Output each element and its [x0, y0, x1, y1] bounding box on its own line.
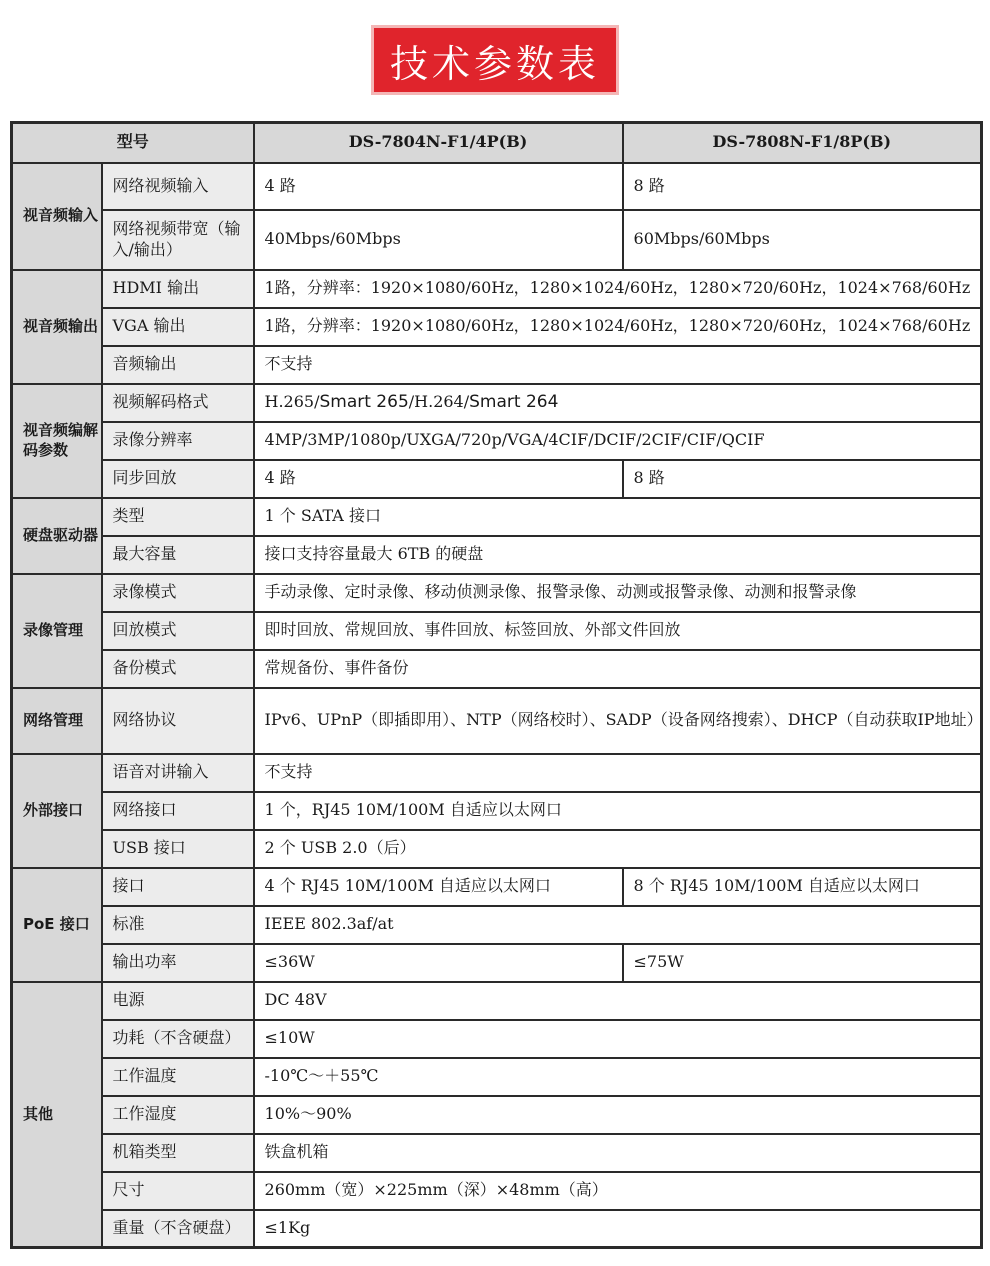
row-label: 备份模式	[102, 650, 254, 688]
cell-value: IEEE 802.3af/at	[254, 906, 982, 944]
codec-h265: H.265/	[264, 392, 320, 412]
cell-value: 4 个 RJ45 10M/100M 自适应以太网口	[254, 868, 623, 906]
cell-value: 铁盒机箱	[254, 1134, 982, 1172]
row-label: 音频输出	[102, 346, 254, 384]
cell-value: ≤36W	[254, 944, 623, 982]
cell-value: 2 个 USB 2.0（后）	[254, 830, 982, 868]
cell-value: ≤1Kg	[254, 1210, 982, 1248]
table-row	[12, 308, 982, 346]
table-row	[12, 536, 982, 574]
cell-value: 1路，分辨率：1920×1080/60Hz，1280×1024/60Hz，1280×720/60Hz，1024×768/60Hz	[254, 308, 982, 346]
cell-value: 4MP/3MP/1080p/UXGA/720p/VGA/4CIF/DCIF/2CIF/CIF/QCIF	[254, 422, 982, 460]
row-label: 标准	[102, 906, 254, 944]
section-label: 外部接口	[12, 754, 102, 868]
table-row	[12, 1172, 982, 1210]
row-label: 尺寸	[102, 1172, 254, 1210]
cell-value: 手动录像、定时录像、移动侦测录像、报警录像、动测或报警录像、动测和报警录像	[254, 574, 982, 612]
row-label: USB 接口	[102, 830, 254, 868]
row-label: 视频解码格式	[102, 384, 254, 422]
cell-value	[254, 384, 982, 422]
row-label: 功耗（不含硬盘）	[102, 1020, 254, 1058]
row-label: 录像模式	[102, 574, 254, 612]
table-row	[12, 270, 982, 308]
cell-value: ≤75W	[623, 944, 982, 982]
table-row	[12, 650, 982, 688]
cell-value: 接口支持容量最大 6TB 的硬盘	[254, 536, 982, 574]
row-label: 工作温度	[102, 1058, 254, 1096]
section-label: PoE 接口	[12, 868, 102, 982]
cell-value: 4 路	[254, 460, 623, 498]
table-row	[12, 792, 982, 830]
row-label: 录像分辨率	[102, 422, 254, 460]
table-row	[12, 163, 982, 210]
cell-value: 1 个，RJ45 10M/100M 自适应以太网口	[254, 792, 982, 830]
row-label: 网络接口	[102, 792, 254, 830]
section-label: 录像管理	[12, 574, 102, 688]
codec-smart264: Smart 264	[469, 392, 559, 413]
cell-value: 8 路	[623, 163, 982, 210]
codec-h264: /H.264/	[408, 392, 470, 412]
title-banner	[374, 28, 616, 92]
table-header-row	[12, 123, 982, 163]
table-row	[12, 422, 982, 460]
table-row	[12, 498, 982, 536]
table-row	[12, 1058, 982, 1096]
table-row	[12, 982, 982, 1020]
row-label: 重量（不含硬盘）	[102, 1210, 254, 1248]
row-label: 同步回放	[102, 460, 254, 498]
row-label: 回放模式	[102, 612, 254, 650]
table-row	[12, 754, 982, 792]
cell-value: IPv6、UPnP（即插即用）、NTP（网络校时）、SADP（设备网络搜索）、DHCP（自动获取IP地址）	[254, 688, 982, 754]
cell-value: 即时回放、常规回放、事件回放、标签回放、外部文件回放	[254, 612, 982, 650]
model-label: 型号	[12, 123, 254, 163]
codec-smart265: Smart 265	[319, 392, 409, 413]
section-label: 网络管理	[12, 688, 102, 754]
section-label: 视音频编解码参数	[12, 384, 102, 498]
cell-value: 1 个 SATA 接口	[254, 498, 982, 536]
table-row	[12, 1210, 982, 1248]
section-label: 视音频输入	[12, 163, 102, 270]
row-label: 工作湿度	[102, 1096, 254, 1134]
table-row	[12, 612, 982, 650]
table-row	[12, 574, 982, 612]
page-title: 技术参数表	[389, 41, 600, 86]
cell-value: 1路，分辨率：1920×1080/60Hz，1280×1024/60Hz，1280×720/60Hz，1024×768/60Hz	[254, 270, 982, 308]
table-row	[12, 384, 982, 422]
table-row	[12, 830, 982, 868]
spec-table	[10, 121, 983, 1249]
table-row	[12, 906, 982, 944]
row-label: 类型	[102, 498, 254, 536]
model-a: DS-7804N-F1/4P(B)	[254, 123, 623, 163]
row-label: VGA 输出	[102, 308, 254, 346]
model-b: DS-7808N-F1/8P(B)	[623, 123, 982, 163]
section-label: 硬盘驱动器	[12, 498, 102, 574]
row-label: 网络视频输入	[102, 163, 254, 210]
cell-value: 40Mbps/60Mbps	[254, 210, 623, 270]
table-row	[12, 868, 982, 906]
row-label: 机箱类型	[102, 1134, 254, 1172]
table-row	[12, 1134, 982, 1172]
cell-value: DC 48V	[254, 982, 982, 1020]
section-label: 视音频输出	[12, 270, 102, 384]
row-label: 网络视频带宽（输入/输出）	[102, 210, 254, 270]
cell-value: 常规备份、事件备份	[254, 650, 982, 688]
row-label: HDMI 输出	[102, 270, 254, 308]
table-row	[12, 1096, 982, 1134]
table-row	[12, 944, 982, 982]
table-row	[12, 1020, 982, 1058]
row-label: 网络协议	[102, 688, 254, 754]
row-label: 电源	[102, 982, 254, 1020]
cell-value: 不支持	[254, 754, 982, 792]
row-label: 接口	[102, 868, 254, 906]
cell-value: 60Mbps/60Mbps	[623, 210, 982, 270]
table-row	[12, 688, 982, 754]
cell-value: 8 路	[623, 460, 982, 498]
cell-value: -10℃～＋55℃	[254, 1058, 982, 1096]
cell-value: 不支持	[254, 346, 982, 384]
table-row	[12, 460, 982, 498]
cell-value: 260mm（宽）×225mm（深）×48mm（高）	[254, 1172, 982, 1210]
cell-value: 8 个 RJ45 10M/100M 自适应以太网口	[623, 868, 982, 906]
row-label: 最大容量	[102, 536, 254, 574]
row-label: 输出功率	[102, 944, 254, 982]
section-label: 其他	[12, 982, 102, 1248]
row-label: 语音对讲输入	[102, 754, 254, 792]
cell-value: ≤10W	[254, 1020, 982, 1058]
table-row	[12, 346, 982, 384]
table-row	[12, 210, 982, 270]
cell-value: 10%～90%	[254, 1096, 982, 1134]
cell-value: 4 路	[254, 163, 623, 210]
